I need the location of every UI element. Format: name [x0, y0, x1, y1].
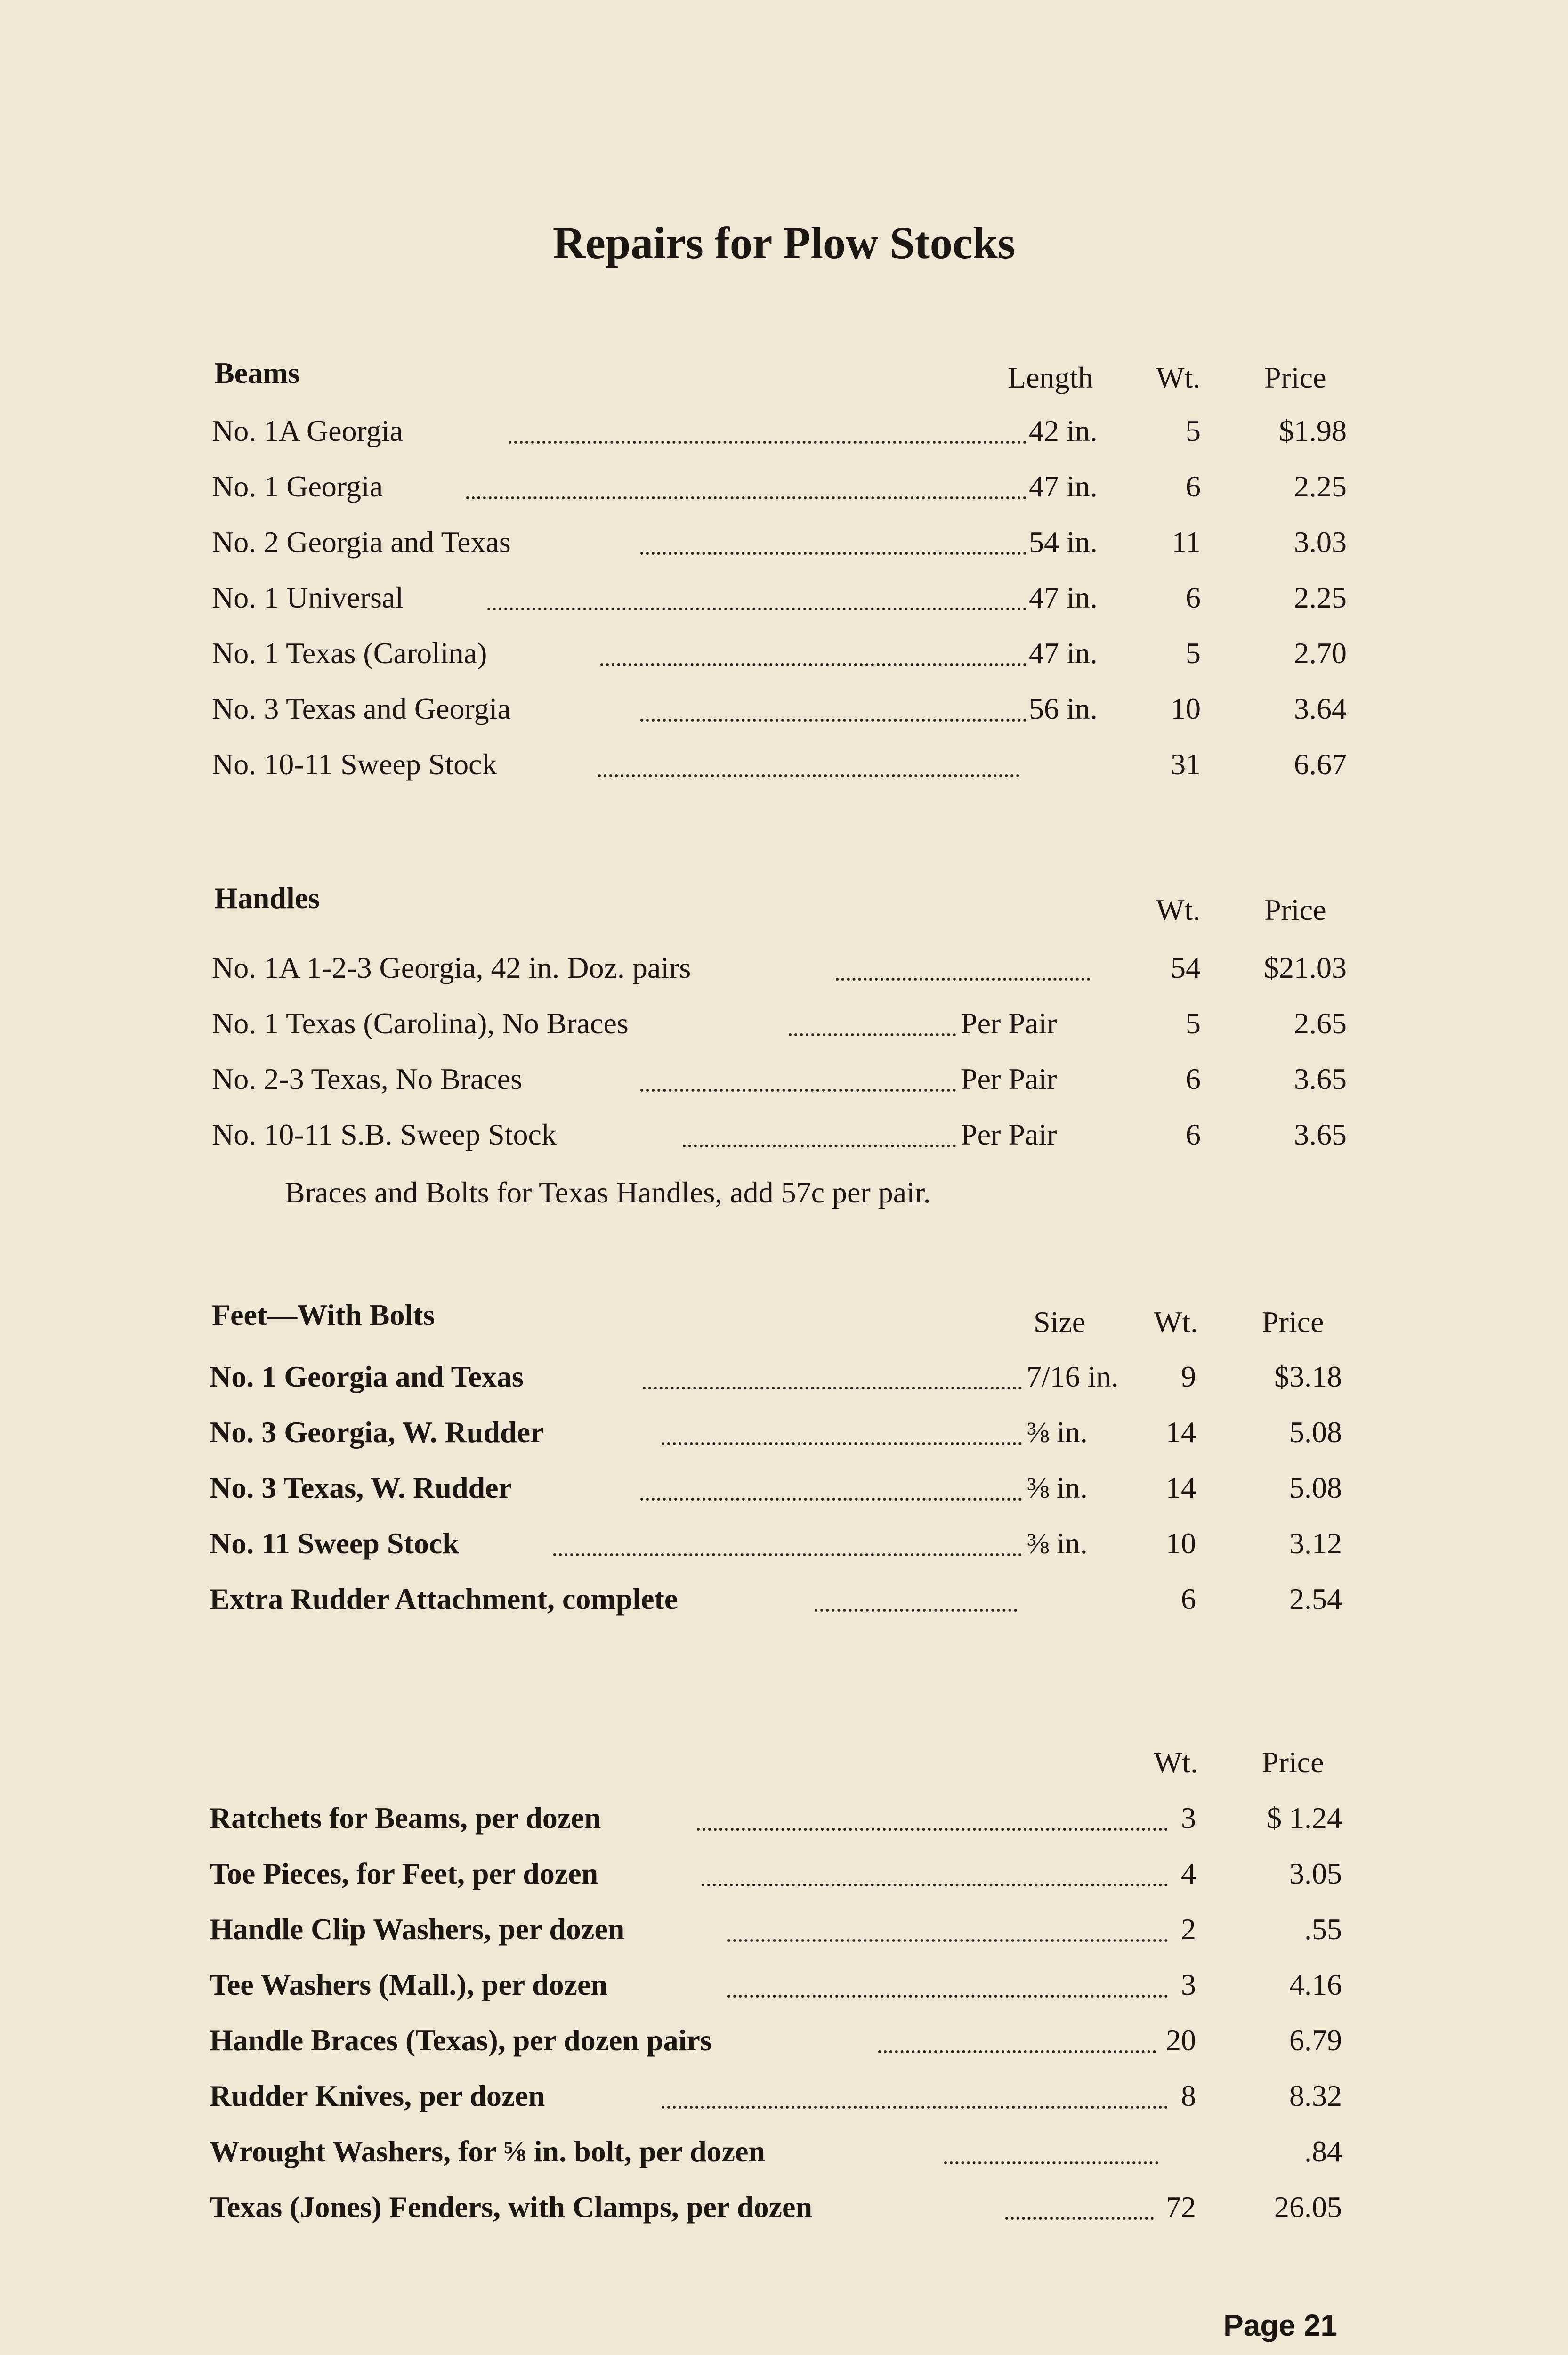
beam-wt: 10 — [1171, 692, 1201, 725]
dot-leader — [697, 1828, 1168, 1831]
beams-price-header: Price — [1264, 361, 1326, 394]
dot-leader — [702, 1884, 1168, 1886]
page-title: Repairs for Plow Stocks — [552, 218, 1016, 268]
dot-leader — [553, 1553, 1022, 1556]
table-row — [0, 465, 1568, 508]
misc-item-wt: 4 — [1181, 1857, 1196, 1890]
beams-heading: Beams — [214, 356, 300, 390]
foot-size: 7/16 in. — [1026, 1360, 1119, 1393]
beam-price: $1.98 — [1279, 414, 1347, 447]
misc-item-name: Tee Washers (Mall.), per dozen — [210, 1968, 607, 2001]
misc-item-wt: 3 — [1181, 1968, 1196, 2001]
foot-wt: 9 — [1181, 1360, 1196, 1393]
page-number: Page 21 — [1223, 2308, 1337, 2342]
misc-item-price: 3.05 — [1289, 1857, 1342, 1890]
dot-leader — [640, 552, 1026, 555]
misc-item-wt: 3 — [1181, 1801, 1196, 1835]
dot-leader — [789, 1033, 956, 1036]
table-row — [0, 1852, 1568, 1895]
beam-price: 6.67 — [1294, 747, 1347, 781]
beam-wt: 5 — [1186, 636, 1201, 670]
foot-name: Extra Rudder Attachment, complete — [210, 1582, 678, 1616]
handle-price: 3.65 — [1294, 1118, 1347, 1151]
misc-item-price: $ 1.24 — [1267, 1801, 1342, 1835]
beam-length: 42 in. — [1029, 414, 1098, 447]
dot-leader — [600, 663, 1026, 666]
beam-wt: 6 — [1186, 470, 1201, 503]
beam-name: No. 10-11 Sweep Stock — [212, 747, 497, 781]
foot-price: 5.08 — [1289, 1471, 1342, 1504]
handles-note: Braces and Bolts for Texas Handles, add 57c per pair. — [285, 1176, 931, 1209]
foot-size: ⅜ in. — [1026, 1527, 1088, 1560]
handle-wt: 6 — [1186, 1062, 1201, 1096]
dot-leader — [944, 2161, 1158, 2164]
foot-name: No. 1 Georgia and Texas — [210, 1360, 524, 1393]
dot-leader — [643, 1387, 1022, 1389]
misc-item-name: Handle Clip Washers, per dozen — [210, 1912, 625, 1946]
handle-unit: Per Pair — [961, 1118, 1057, 1151]
beam-length: 54 in. — [1029, 525, 1098, 559]
misc-item-price: .55 — [1304, 1912, 1342, 1946]
dot-leader — [815, 1609, 1017, 1612]
table-row — [0, 743, 1568, 786]
beam-price: 3.03 — [1294, 525, 1347, 559]
foot-size: ⅜ in. — [1026, 1471, 1088, 1504]
dot-leader — [878, 2050, 1156, 2053]
foot-wt: 14 — [1166, 1415, 1196, 1449]
handles-wt-header: Wt. — [1156, 893, 1201, 926]
handle-wt: 5 — [1186, 1007, 1201, 1040]
table-row — [0, 1411, 1568, 1454]
table-row — [0, 1578, 1568, 1620]
table-row — [0, 1467, 1568, 1509]
beam-price: 2.25 — [1294, 581, 1347, 614]
table-row — [0, 632, 1568, 674]
foot-wt: 14 — [1166, 1471, 1196, 1504]
foot-price: $3.18 — [1274, 1360, 1342, 1393]
table-row — [0, 521, 1568, 563]
dot-leader — [640, 1089, 956, 1092]
beam-price: 2.25 — [1294, 470, 1347, 503]
beam-length: 47 in. — [1029, 581, 1098, 614]
dot-leader — [509, 441, 1026, 444]
table-row — [0, 688, 1568, 730]
foot-name: No. 11 Sweep Stock — [210, 1527, 459, 1560]
handle-unit: Per Pair — [961, 1007, 1057, 1040]
table-row — [0, 947, 1568, 989]
beam-length: 47 in. — [1029, 470, 1098, 503]
beam-price: 2.70 — [1294, 636, 1347, 670]
dot-leader — [1005, 2217, 1154, 2220]
handle-name: No. 1A 1-2-3 Georgia, 42 in. Doz. pairs — [212, 951, 691, 984]
foot-price: 3.12 — [1289, 1527, 1342, 1560]
misc-item-wt: 2 — [1181, 1912, 1196, 1946]
dot-leader — [662, 1442, 1022, 1445]
misc-item-name: Ratchets for Beams, per dozen — [210, 1801, 601, 1835]
misc-item-name: Texas (Jones) Fenders, with Clamps, per dozen — [210, 2190, 813, 2224]
table-row — [0, 1058, 1568, 1100]
misc-item-name: Rudder Knives, per dozen — [210, 2079, 545, 2112]
handle-wt: 6 — [1186, 1118, 1201, 1151]
dot-leader — [727, 1939, 1168, 1942]
misc-price-header: Price — [1262, 1746, 1324, 1779]
beam-name: No. 1 Texas (Carolina) — [212, 636, 487, 670]
table-row — [0, 2019, 1568, 2062]
handles-heading: Handles — [214, 881, 320, 915]
beam-name: No. 1A Georgia — [212, 414, 403, 447]
table-row — [0, 577, 1568, 619]
beam-price: 3.64 — [1294, 692, 1347, 725]
dot-leader — [836, 978, 1090, 981]
beam-name: No. 1 Universal — [212, 581, 404, 614]
beam-name: No. 1 Georgia — [212, 470, 383, 503]
table-row — [0, 1113, 1568, 1156]
dot-leader — [466, 496, 1026, 499]
misc-item-price: 6.79 — [1289, 2023, 1342, 2057]
beam-wt: 31 — [1171, 747, 1201, 781]
handle-name: No. 1 Texas (Carolina), No Braces — [212, 1007, 629, 1040]
dot-leader — [640, 719, 1026, 722]
table-row — [0, 410, 1568, 452]
handle-name: No. 2-3 Texas, No Braces — [212, 1062, 523, 1096]
feet-price-header: Price — [1262, 1305, 1324, 1339]
misc-item-price: 4.16 — [1289, 1968, 1342, 2001]
dot-leader — [727, 1995, 1168, 1998]
misc-wt-header: Wt. — [1154, 1746, 1198, 1779]
beam-wt: 11 — [1172, 525, 1201, 559]
beams-length-header: Length — [1008, 361, 1093, 394]
beams-wt-header: Wt. — [1156, 361, 1201, 394]
foot-size: ⅜ in. — [1026, 1415, 1088, 1449]
beam-length: 47 in. — [1029, 636, 1098, 670]
misc-item-price: 8.32 — [1289, 2079, 1342, 2112]
handle-price: 3.65 — [1294, 1062, 1347, 1096]
misc-item-name: Wrought Washers, for ⅝ in. bolt, per dozen — [210, 2135, 765, 2168]
misc-item-price: .84 — [1304, 2135, 1342, 2168]
handle-price: 2.65 — [1294, 1007, 1347, 1040]
dot-leader — [487, 608, 1026, 610]
handle-wt: 54 — [1171, 951, 1201, 984]
table-row — [0, 1002, 1568, 1045]
foot-name: No. 3 Georgia, W. Rudder — [210, 1415, 544, 1449]
beam-wt: 5 — [1186, 414, 1201, 447]
table-row — [0, 1964, 1568, 2006]
handle-price: $21.03 — [1264, 951, 1347, 984]
dot-leader — [683, 1145, 956, 1147]
misc-item-wt: 72 — [1166, 2190, 1196, 2224]
foot-price: 5.08 — [1289, 1415, 1342, 1449]
table-row — [0, 1522, 1568, 1565]
table-row — [0, 2186, 1568, 2228]
handle-name: No. 10-11 S.B. Sweep Stock — [212, 1118, 557, 1151]
dot-leader — [640, 1498, 1022, 1501]
foot-name: No. 3 Texas, W. Rudder — [210, 1471, 512, 1504]
foot-price: 2.54 — [1289, 1582, 1342, 1616]
misc-item-wt: 20 — [1166, 2023, 1196, 2057]
foot-wt: 10 — [1166, 1527, 1196, 1560]
table-row — [0, 1908, 1568, 1950]
table-row — [0, 1356, 1568, 1398]
dot-leader — [662, 2106, 1168, 2109]
table-row — [0, 1797, 1568, 1839]
misc-item-price: 26.05 — [1274, 2190, 1342, 2224]
handle-unit: Per Pair — [961, 1062, 1057, 1096]
misc-item-wt: 8 — [1181, 2079, 1196, 2112]
misc-item-name: Handle Braces (Texas), per dozen pairs — [210, 2023, 712, 2057]
beam-length: 56 in. — [1029, 692, 1098, 725]
feet-size-header: Size — [1034, 1305, 1086, 1339]
foot-wt: 6 — [1181, 1582, 1196, 1616]
beam-name: No. 3 Texas and Georgia — [212, 692, 511, 725]
misc-item-name: Toe Pieces, for Feet, per dozen — [210, 1857, 598, 1890]
dot-leader — [598, 774, 1019, 777]
feet-wt-header: Wt. — [1154, 1305, 1198, 1339]
feet-heading: Feet—With Bolts — [212, 1298, 435, 1332]
table-row — [0, 2075, 1568, 2117]
table-row — [0, 2130, 1568, 2173]
handles-price-header: Price — [1264, 893, 1326, 926]
beam-wt: 6 — [1186, 581, 1201, 614]
beam-name: No. 2 Georgia and Texas — [212, 525, 511, 559]
